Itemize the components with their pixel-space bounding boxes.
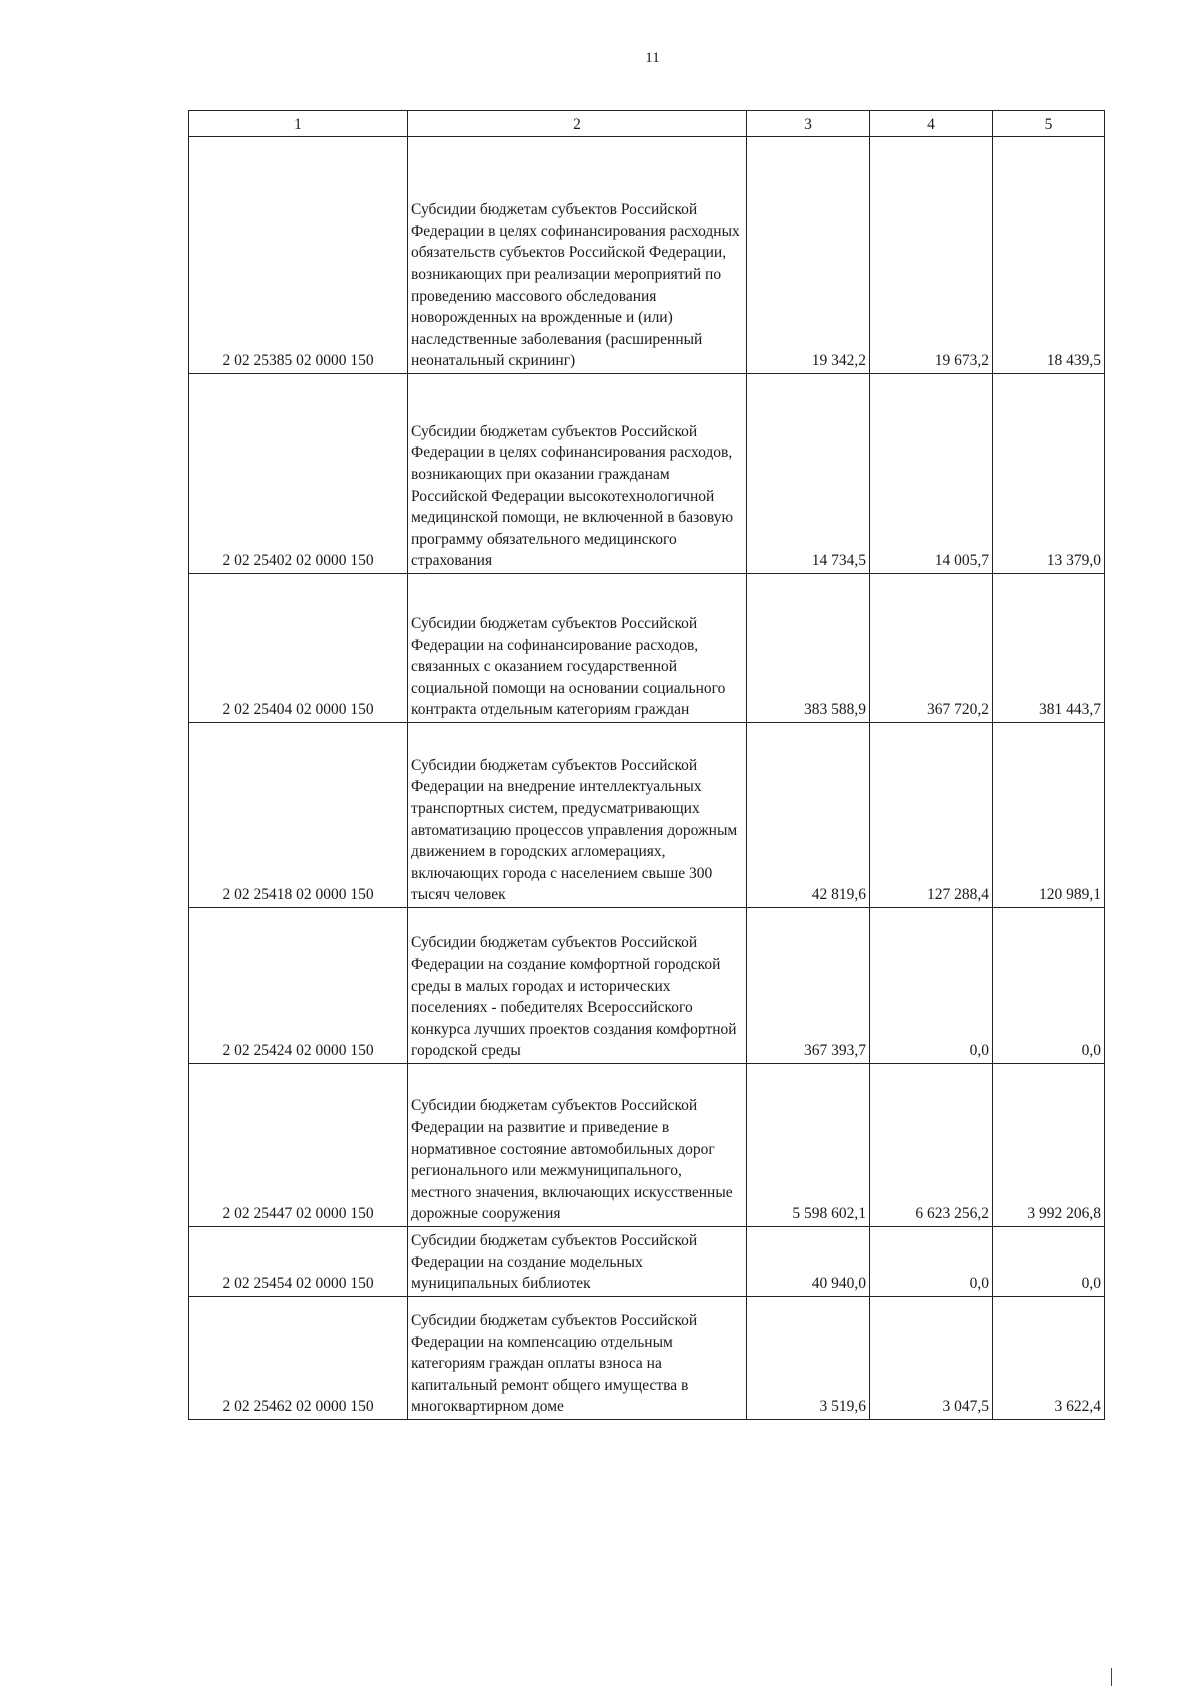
row-value-4: 0,0 <box>870 908 993 1064</box>
row-value-5: 3 992 206,8 <box>993 1064 1105 1227</box>
row-value-4: 14 005,7 <box>870 374 993 574</box>
row-code: 2 02 25404 02 0000 150 <box>189 574 408 723</box>
row-name: Субсидии бюджетам субъектов Российской Федерации на внедрение интеллектуальных транспортных систем, предусматривающих автоматизацию процессов управления дорожным движением в городских агломерациях, включающих города с населением свыше 300 тысяч человек <box>408 723 747 908</box>
table-row <box>189 574 1105 723</box>
row-value-3: 40 940,0 <box>747 1227 870 1297</box>
header-col-3: 3 <box>747 111 870 137</box>
table-row <box>189 1227 1105 1297</box>
row-code: 2 02 25424 02 0000 150 <box>189 908 408 1064</box>
row-value-3: 3 519,6 <box>747 1297 870 1420</box>
row-name: Субсидии бюджетам субъектов Российской Федерации на создание модельных муниципальных библиотек <box>408 1227 747 1297</box>
row-value-4: 3 047,5 <box>870 1297 993 1420</box>
row-value-3: 5 598 602,1 <box>747 1064 870 1227</box>
row-value-3: 14 734,5 <box>747 374 870 574</box>
row-value-4: 127 288,4 <box>870 723 993 908</box>
budget-table <box>188 110 1105 1420</box>
row-name: Субсидии бюджетам субъектов Российской Федерации на развитие и приведение в нормативное состояние автомобильных дорог регионального или межмуниципального, местного значения, включающих искусственные дорожные сооружения <box>408 1064 747 1227</box>
table-row <box>189 1297 1105 1420</box>
row-value-4: 19 673,2 <box>870 137 993 374</box>
row-code: 2 02 25418 02 0000 150 <box>189 723 408 908</box>
header-col-5: 5 <box>993 111 1105 137</box>
header-row <box>189 111 1105 137</box>
row-value-4: 6 623 256,2 <box>870 1064 993 1227</box>
page-number: 11 <box>645 50 660 66</box>
row-name: Субсидии бюджетам субъектов Российской Федерации на компенсацию отдельным категориям граждан оплаты взноса на капитальный ремонт общего имущества в многоквартирном доме <box>408 1297 747 1420</box>
scan-mark <box>1111 1668 1112 1686</box>
table-row <box>189 908 1105 1064</box>
header-col-4: 4 <box>870 111 993 137</box>
header-col-2: 2 <box>408 111 747 137</box>
row-value-3: 367 393,7 <box>747 908 870 1064</box>
row-value-5: 381 443,7 <box>993 574 1105 723</box>
row-value-3: 19 342,2 <box>747 137 870 374</box>
table-row <box>189 374 1105 574</box>
row-name: Субсидии бюджетам субъектов Российской Федерации на создание комфортной городской среды в малых городах и исторических поселениях - победителях Всероссийского конкурса лучших проектов создания комфортной городской среды <box>408 908 747 1064</box>
table-row <box>189 137 1105 374</box>
row-value-5: 0,0 <box>993 908 1105 1064</box>
row-value-5: 13 379,0 <box>993 374 1105 574</box>
row-code: 2 02 25462 02 0000 150 <box>189 1297 408 1420</box>
row-code: 2 02 25447 02 0000 150 <box>189 1064 408 1227</box>
row-value-5: 3 622,4 <box>993 1297 1105 1420</box>
row-name: Субсидии бюджетам субъектов Российской Федерации в целях софинансирования расходов, возникающих при оказании гражданам Российской Федерации высокотехнологичной медицинской помощи, не включенной в базовую программу обязательного медицинского страхования <box>408 374 747 574</box>
row-value-5: 120 989,1 <box>993 723 1105 908</box>
row-code: 2 02 25454 02 0000 150 <box>189 1227 408 1297</box>
row-name: Субсидии бюджетам субъектов Российской Федерации на софинансирование расходов, связанных с оказанием государственной социальной помощи на основании социального контракта отдельным категориям граждан <box>408 574 747 723</box>
table-row <box>189 1064 1105 1227</box>
row-value-5: 18 439,5 <box>993 137 1105 374</box>
header-col-1: 1 <box>189 111 408 137</box>
row-value-3: 42 819,6 <box>747 723 870 908</box>
row-value-3: 383 588,9 <box>747 574 870 723</box>
row-code: 2 02 25385 02 0000 150 <box>189 137 408 374</box>
row-value-4: 0,0 <box>870 1227 993 1297</box>
row-value-5: 0,0 <box>993 1227 1105 1297</box>
row-code: 2 02 25402 02 0000 150 <box>189 374 408 574</box>
row-value-4: 367 720,2 <box>870 574 993 723</box>
row-name: Субсидии бюджетам субъектов Российской Федерации в целях софинансирования расходных обязательств субъектов Российской Федерации, возникающих при реализации мероприятий по проведению массового обследования новорожденных на врожденные и (или) наследственные заболевания (расширенный неонатальный скрининг) <box>408 137 747 374</box>
table-row <box>189 723 1105 908</box>
